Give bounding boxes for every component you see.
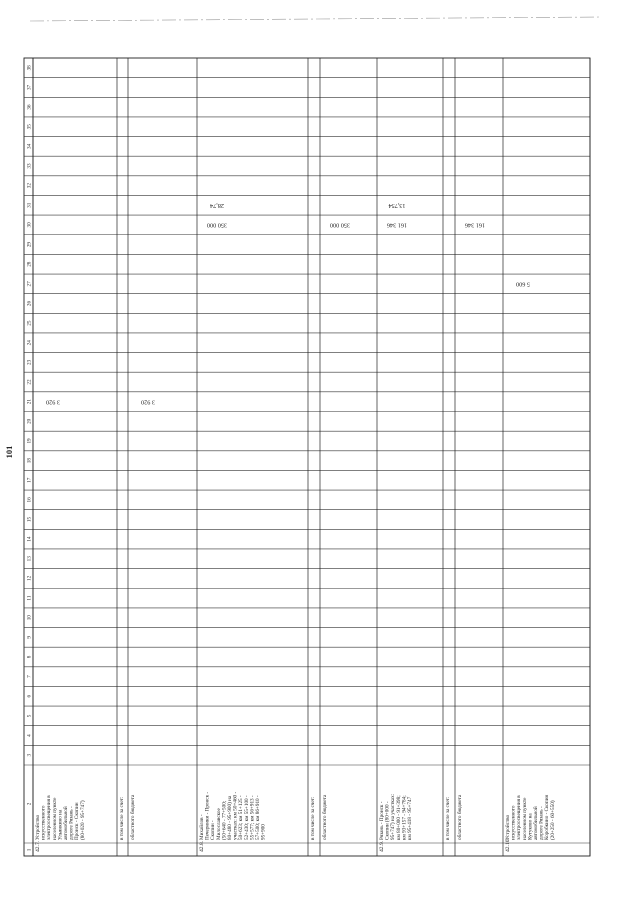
- row-description-line: населенном пункте: [51, 797, 58, 840]
- cell-value: 13,754: [388, 201, 406, 209]
- row-id: 42.7.: [35, 840, 41, 852]
- column-number: 35: [26, 124, 33, 130]
- column-number: 10: [26, 615, 33, 621]
- row-description-line: 52+430; км 55+100 -: [243, 795, 250, 840]
- row-description-line: 80+480 - 95+900) на: [227, 795, 233, 840]
- column-number: 22: [26, 379, 33, 385]
- column-number: 21: [26, 399, 33, 405]
- cell-value: 350 000: [206, 221, 228, 229]
- column-number: 16: [26, 497, 33, 503]
- column-number: 7: [26, 675, 33, 678]
- row-id: 42.9.: [379, 840, 385, 852]
- row-description-line: участках: км 50+460 -: [232, 791, 239, 840]
- column-number: 12: [26, 575, 33, 582]
- column-number: 5: [26, 714, 33, 718]
- column-number: 20: [26, 418, 33, 424]
- column-number: 11: [26, 595, 33, 601]
- row-description-line: дороге Рязань -: [68, 806, 75, 840]
- row-description-line: км 93+157 - 94+784;: [401, 795, 408, 840]
- row-description-line: Пронск - Скопин: [74, 802, 81, 840]
- column-number: 3: [26, 753, 33, 757]
- column-number: 17: [26, 477, 33, 483]
- row-description-line: 50+623; км 51+125 -: [238, 795, 245, 840]
- column-number: 2: [26, 802, 33, 806]
- column-number: 23: [26, 359, 33, 365]
- row-description-line: Устройство: [35, 814, 41, 840]
- column-number: 27: [26, 281, 33, 287]
- column-number: 13: [26, 556, 33, 562]
- column-number: 33: [26, 163, 33, 169]
- row-description-line: Скопин (80+000 -: [384, 801, 391, 840]
- column-number: 37: [26, 84, 33, 91]
- column-number: 24: [26, 340, 33, 346]
- column-number: 38: [26, 65, 33, 71]
- column-number: 25: [26, 320, 33, 326]
- row-description-line: областного бюджета: [130, 794, 136, 840]
- row-description-line: Михайлов -: [199, 814, 205, 840]
- row-description-line: Скопин -: [210, 820, 217, 840]
- column-number: 14: [26, 536, 33, 542]
- row-description-line: искусственного: [510, 805, 517, 840]
- row-description-line: Устройство: [505, 814, 511, 840]
- row-description-line: (50+640 - 77+500;: [221, 800, 228, 840]
- row-description-line: 55+577; км 56+913 -: [249, 795, 256, 840]
- row-description-line: дороге Рязань -: [538, 806, 545, 840]
- row-id: 42.10.: [505, 838, 511, 852]
- column-number: 18: [26, 458, 33, 464]
- cell-value: 350 000: [329, 221, 351, 229]
- column-number: 32: [26, 183, 33, 189]
- row-description-line: 95+900: [260, 824, 267, 840]
- cell-value: 3 920: [141, 398, 155, 406]
- cell-value: 3 920: [46, 398, 60, 406]
- cell-value: 161 346: [464, 221, 486, 229]
- cell-value: 28,74: [210, 201, 224, 209]
- cell-value: 5 600: [516, 280, 530, 288]
- column-number: 28: [26, 261, 33, 267]
- row-description-line: Печерники - Пронск -: [204, 791, 211, 840]
- column-number: 31: [26, 202, 33, 208]
- row-description-line: автомобильной: [533, 806, 539, 840]
- row-description-line: км 80+000 - 91+398;: [395, 795, 402, 840]
- row-description-line: областного бюджета: [322, 794, 328, 840]
- row-description-line: в том числе за счет:: [119, 796, 125, 840]
- row-description-line: Коробкино - Скопин: [544, 794, 551, 840]
- row-description-line: электроосвещения в: [46, 795, 53, 840]
- column-number: 9: [26, 636, 33, 639]
- column-number: 26: [26, 300, 33, 307]
- row-description-line: Ульянкино на: [57, 809, 64, 840]
- column-number: 4: [26, 734, 33, 737]
- row-description-line: км 95+418 - 95+747: [407, 796, 413, 840]
- column-number: 15: [26, 516, 33, 523]
- row-description-line: в том числе за счет:: [445, 796, 451, 840]
- row-description-line: автомобильной: [63, 806, 69, 840]
- row-description-line: областного бюджета: [457, 794, 463, 840]
- column-number: 8: [26, 655, 33, 659]
- column-number: 36: [26, 104, 33, 110]
- cell-value: 161 346: [386, 221, 408, 229]
- row-description-line: населенном пункте: [521, 797, 528, 840]
- row-description-line: Кутуково на: [527, 813, 534, 840]
- column-number: 1: [26, 848, 33, 852]
- row-description-line: (20+250 - 60+550): [549, 800, 556, 840]
- page-number: 101: [4, 445, 14, 459]
- row-description-line: 57+500; км 86+910 -: [255, 795, 261, 840]
- column-number: 19: [26, 438, 33, 444]
- row-description-line: Милославское: [215, 808, 222, 840]
- column-number: 34: [26, 143, 33, 149]
- row-description-line: (80+020 - 95+747): [79, 800, 86, 840]
- row-description-line: Рязань - Пронск -: [379, 801, 385, 840]
- column-number: 30: [26, 222, 33, 228]
- row-description-line: электроосвещения в: [516, 795, 523, 840]
- row-description-line: в том числе за счет:: [310, 796, 316, 840]
- row-description-line: 95+747) на участках:: [390, 793, 397, 840]
- row-id: 42.8.: [199, 840, 205, 852]
- column-number: 6: [26, 694, 33, 698]
- column-number: 29: [26, 241, 33, 248]
- row-description-line: искусственного: [40, 805, 47, 840]
